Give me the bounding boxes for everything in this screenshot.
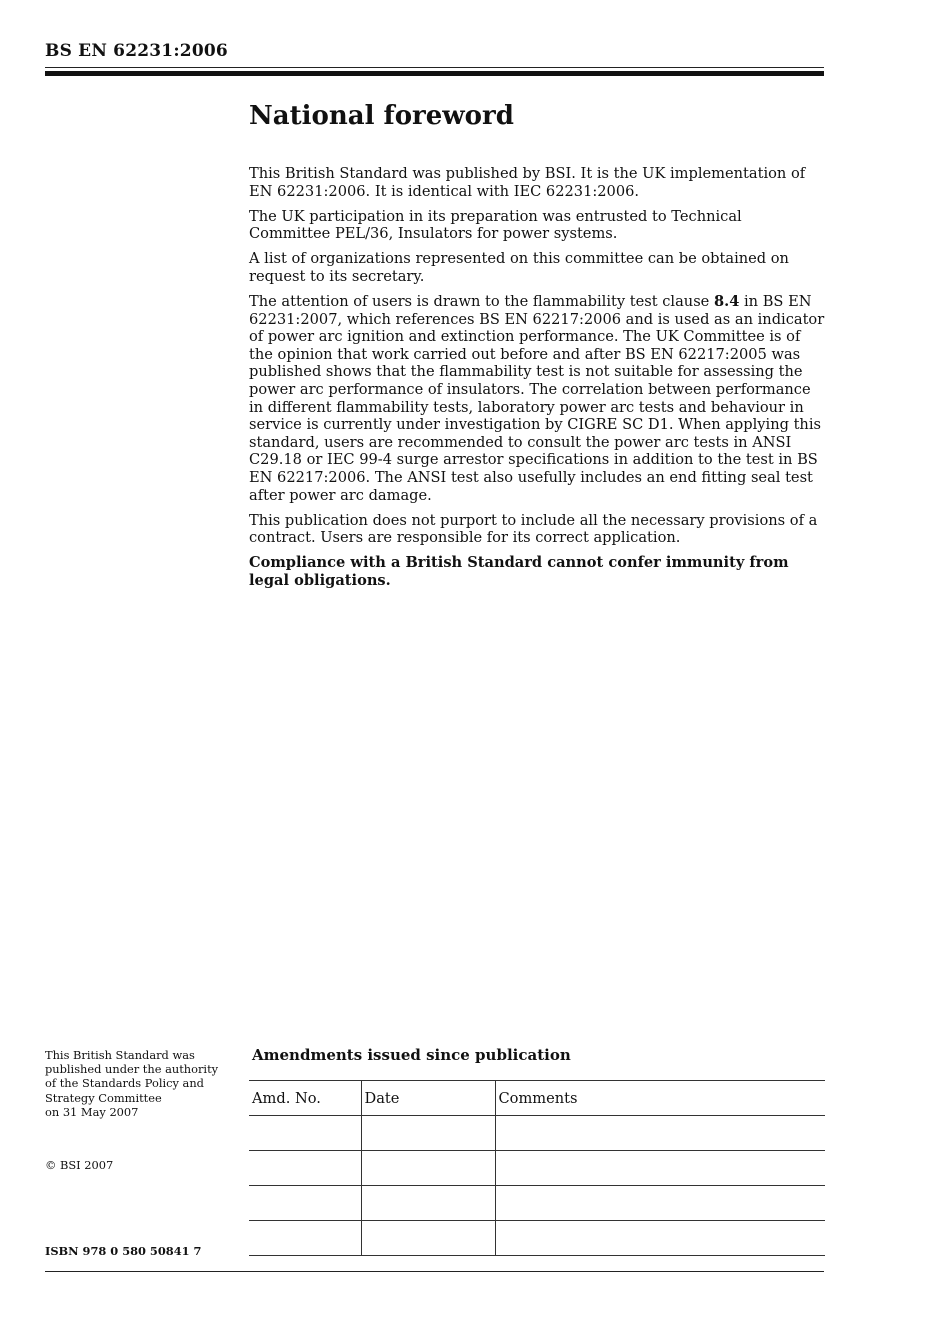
table-cell — [361, 1151, 495, 1186]
paragraph-participation: The UK participation in its preparation was entrusted to Technical Committee PEL/36, Insulators for power systems. — [249, 207, 742, 243]
foreword-body — [249, 165, 825, 597]
attention-text-after: in BS EN 62231:2007, which references BS EN 62217:2006 and is used as an indicator of power arc ignition and extinction performance. The UK Committee is of the opinion that work carried out before and after BS EN 62217:2005 was published shows that the flammability test is not suitable for assessing the power arc performance of insulators. The correlation between performance in different flammability tests, laboratory power arc tests and behaviour in service is currently under investigation by CIGRE SC D1. When applying this standard, users are recommended to consult the power arc tests in ANSI C29.18 or IEC 99-4 surge arrestor specifications in addition to the test in BS EN 62217:2006. The ANSI test also usefully includes an end fitting seal test after power arc damage. — [249, 293, 825, 504]
column-header-amd-no: Amd. No. — [249, 1081, 361, 1116]
table-cell — [495, 1116, 825, 1151]
table-row — [249, 1116, 825, 1151]
document-identifier: BS EN 62231:2006 — [45, 41, 228, 61]
table-cell — [495, 1151, 825, 1186]
table-cell — [495, 1186, 825, 1221]
column-header-date: Date — [361, 1081, 495, 1116]
paragraph-provisions: This publication does not purport to include all the necessary provisions of a contract. Users are responsible for its correct application. — [249, 511, 818, 547]
header-rule-thin — [45, 67, 824, 68]
table-cell — [361, 1186, 495, 1221]
table-cell — [249, 1116, 361, 1151]
paragraph-organizations: A list of organizations represented on this committee can be obtained on request to its secretary. — [249, 250, 789, 285]
table-row — [249, 1151, 825, 1186]
table-cell — [249, 1221, 361, 1256]
table-cell — [495, 1221, 825, 1256]
authority-line: of the Standards Policy and — [45, 1076, 204, 1091]
column-header-comments: Comments — [495, 1081, 825, 1116]
authority-line: published under the authority — [45, 1062, 219, 1077]
table-cell — [249, 1151, 361, 1186]
table-cell — [249, 1186, 361, 1221]
compliance-statement: Compliance with a British Standard cannot confer immunity from legal obligations. — [249, 554, 789, 589]
table-cell — [361, 1116, 495, 1151]
authority-line: This British Standard was — [45, 1048, 195, 1062]
header-rule-thick — [45, 71, 824, 76]
clause-reference: 8.4 — [713, 293, 740, 311]
copyright-notice: © BSI 2007 — [45, 1158, 114, 1172]
paragraph-flammability — [249, 293, 825, 504]
table-cell — [361, 1221, 495, 1256]
table-header-row — [249, 1081, 825, 1116]
page-title: National foreword — [249, 101, 514, 131]
authority-line: Strategy Committee — [45, 1090, 162, 1105]
publication-authority-note — [45, 1048, 240, 1119]
footer-rule — [45, 1271, 824, 1272]
authority-line: on 31 May 2007 — [45, 1104, 139, 1119]
table-row — [249, 1186, 825, 1221]
attention-text-before: The attention of users is drawn to the flammability test clause — [249, 293, 714, 311]
paragraph-publication: This British Standard was published by BSI. It is the UK implementation of EN 62231:2006. It is identical with IEC 62231:2006. — [249, 165, 806, 200]
amendments-title: Amendments issued since publication — [252, 1046, 571, 1064]
isbn-number: ISBN 978 0 580 50841 7 — [45, 1244, 202, 1258]
amendments-table — [249, 1080, 825, 1256]
table-row — [249, 1221, 825, 1256]
